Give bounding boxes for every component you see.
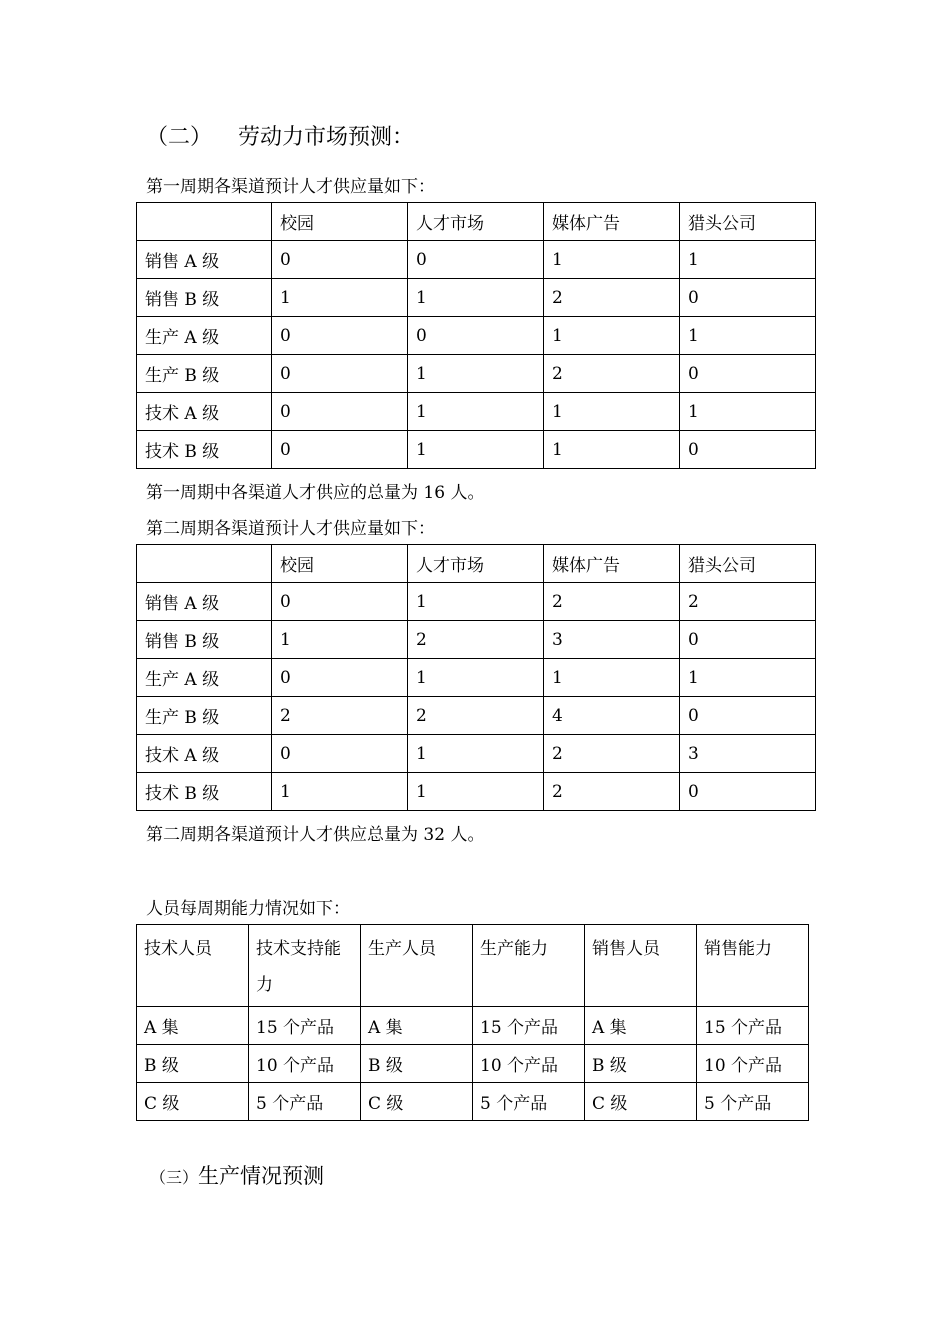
header-cell: 校园	[272, 203, 408, 241]
table-row	[137, 241, 816, 279]
cell: 2	[544, 583, 680, 621]
row-label: 生产 A 级	[137, 317, 272, 355]
row-label: 技术 A 级	[137, 735, 272, 773]
cell: 1	[544, 659, 680, 697]
cell: A 集	[137, 1007, 249, 1045]
cell: 1	[544, 317, 680, 355]
row-label: 生产 B 级	[137, 697, 272, 735]
row-label: 技术 A 级	[137, 393, 272, 431]
section-3-title: 生产情况预测	[198, 1164, 325, 1188]
cell: 5 个产品	[697, 1083, 809, 1121]
cell: 1	[544, 431, 680, 469]
cell: 10 个产品	[473, 1045, 585, 1083]
cell: 1	[680, 393, 816, 431]
cell: 4	[544, 697, 680, 735]
header-cell: 销售能力	[697, 925, 809, 1007]
header-cell: 媒体广告	[544, 203, 680, 241]
table-row	[137, 431, 816, 469]
header-cell: 生产人员	[361, 925, 473, 1007]
cell: 0	[408, 241, 544, 279]
cell: 2	[544, 279, 680, 317]
cell: 2	[544, 355, 680, 393]
cell: 2	[544, 773, 680, 811]
header-cell: 猎头公司	[680, 545, 816, 583]
cell: B 级	[585, 1045, 697, 1083]
cell: 0	[680, 355, 816, 393]
cell: 15 个产品	[697, 1007, 809, 1045]
section-2-heading	[146, 120, 414, 151]
table-row	[137, 621, 816, 659]
header-cell: 生产能力	[473, 925, 585, 1007]
row-label: 销售 B 级	[137, 279, 272, 317]
section-3-heading	[150, 1160, 324, 1190]
cell: 1	[680, 241, 816, 279]
table-row	[137, 1045, 809, 1083]
cell: A 集	[585, 1007, 697, 1045]
section-2-title: 劳动力市场预测：	[238, 125, 415, 150]
header-cell: 技术支持能力	[249, 925, 361, 1007]
cell: 0	[272, 735, 408, 773]
cell: 5 个产品	[473, 1083, 585, 1121]
cell: 1	[408, 583, 544, 621]
cell: 10 个产品	[249, 1045, 361, 1083]
cell: 5 个产品	[249, 1083, 361, 1121]
section-2-number: （二）	[146, 125, 213, 150]
header-cell: 人才市场	[408, 203, 544, 241]
cell: C 级	[585, 1083, 697, 1121]
cell: 0	[272, 355, 408, 393]
period1-table	[136, 202, 816, 469]
table-row	[137, 583, 816, 621]
cell: 1	[680, 659, 816, 697]
period2-table	[136, 544, 816, 811]
table-row	[137, 697, 816, 735]
period2-intro: 第二周期各渠道预计人才供应量如下：	[146, 519, 435, 539]
table-row	[137, 659, 816, 697]
cell: 10 个产品	[697, 1045, 809, 1083]
cell: 1	[408, 279, 544, 317]
row-label: 生产 A 级	[137, 659, 272, 697]
cell: 1	[544, 393, 680, 431]
header-cell: 销售人员	[585, 925, 697, 1007]
cell: 1	[272, 621, 408, 659]
cell: 2	[272, 697, 408, 735]
period2-summary: 第二周期各渠道预计人才供应总量为 32 人。	[146, 825, 485, 845]
cell: 0	[272, 317, 408, 355]
table-header-row	[137, 203, 816, 241]
cell: 0	[272, 583, 408, 621]
table-row	[137, 773, 816, 811]
cell: B 级	[361, 1045, 473, 1083]
header-cell	[137, 203, 272, 241]
cell: 1	[408, 431, 544, 469]
cell: 15 个产品	[249, 1007, 361, 1045]
cell: 0	[680, 621, 816, 659]
cell: 0	[680, 773, 816, 811]
cell: 3	[680, 735, 816, 773]
cell: 2	[408, 621, 544, 659]
table-row	[137, 355, 816, 393]
header-cell: 技术人员	[137, 925, 249, 1007]
cell: 0	[272, 241, 408, 279]
cell: 0	[272, 431, 408, 469]
capability-table	[136, 924, 809, 1121]
header-cell: 人才市场	[408, 545, 544, 583]
period1-summary: 第一周期中各渠道人才供应的总量为 16 人。	[146, 483, 485, 503]
cell: 0	[680, 279, 816, 317]
cell: 0	[680, 431, 816, 469]
cell: C 级	[361, 1083, 473, 1121]
cell: 2	[544, 735, 680, 773]
table-row	[137, 279, 816, 317]
cell: 15 个产品	[473, 1007, 585, 1045]
header-cell: 校园	[272, 545, 408, 583]
table-row	[137, 1083, 809, 1121]
table-row	[137, 317, 816, 355]
cell: 1	[272, 279, 408, 317]
capability-intro: 人员每周期能力情况如下：	[146, 899, 350, 919]
period1-intro: 第一周期各渠道预计人才供应量如下：	[146, 177, 435, 197]
cell: 0	[408, 317, 544, 355]
header-cell	[137, 545, 272, 583]
row-label: 销售 A 级	[137, 241, 272, 279]
row-label: 生产 B 级	[137, 355, 272, 393]
header-cell: 猎头公司	[680, 203, 816, 241]
table-row	[137, 393, 816, 431]
cell: 1	[408, 393, 544, 431]
cell: 1	[408, 659, 544, 697]
row-label: 销售 A 级	[137, 583, 272, 621]
table-header-row	[137, 925, 809, 1007]
header-cell: 媒体广告	[544, 545, 680, 583]
cell: 2	[680, 583, 816, 621]
row-label: 技术 B 级	[137, 773, 272, 811]
cell: 0	[272, 659, 408, 697]
cell: A 集	[361, 1007, 473, 1045]
row-label: 技术 B 级	[137, 431, 272, 469]
cell: 0	[272, 393, 408, 431]
table-header-row	[137, 545, 816, 583]
section-3-number: （三）	[150, 1168, 199, 1187]
table-row	[137, 1007, 809, 1045]
cell: 1	[408, 735, 544, 773]
cell: 1	[544, 241, 680, 279]
cell: 1	[680, 317, 816, 355]
cell: 1	[408, 773, 544, 811]
cell: 0	[680, 697, 816, 735]
table-row	[137, 735, 816, 773]
cell: 1	[408, 355, 544, 393]
cell: 2	[408, 697, 544, 735]
cell: 1	[272, 773, 408, 811]
cell: B 级	[137, 1045, 249, 1083]
cell: C 级	[137, 1083, 249, 1121]
cell: 3	[544, 621, 680, 659]
row-label: 销售 B 级	[137, 621, 272, 659]
